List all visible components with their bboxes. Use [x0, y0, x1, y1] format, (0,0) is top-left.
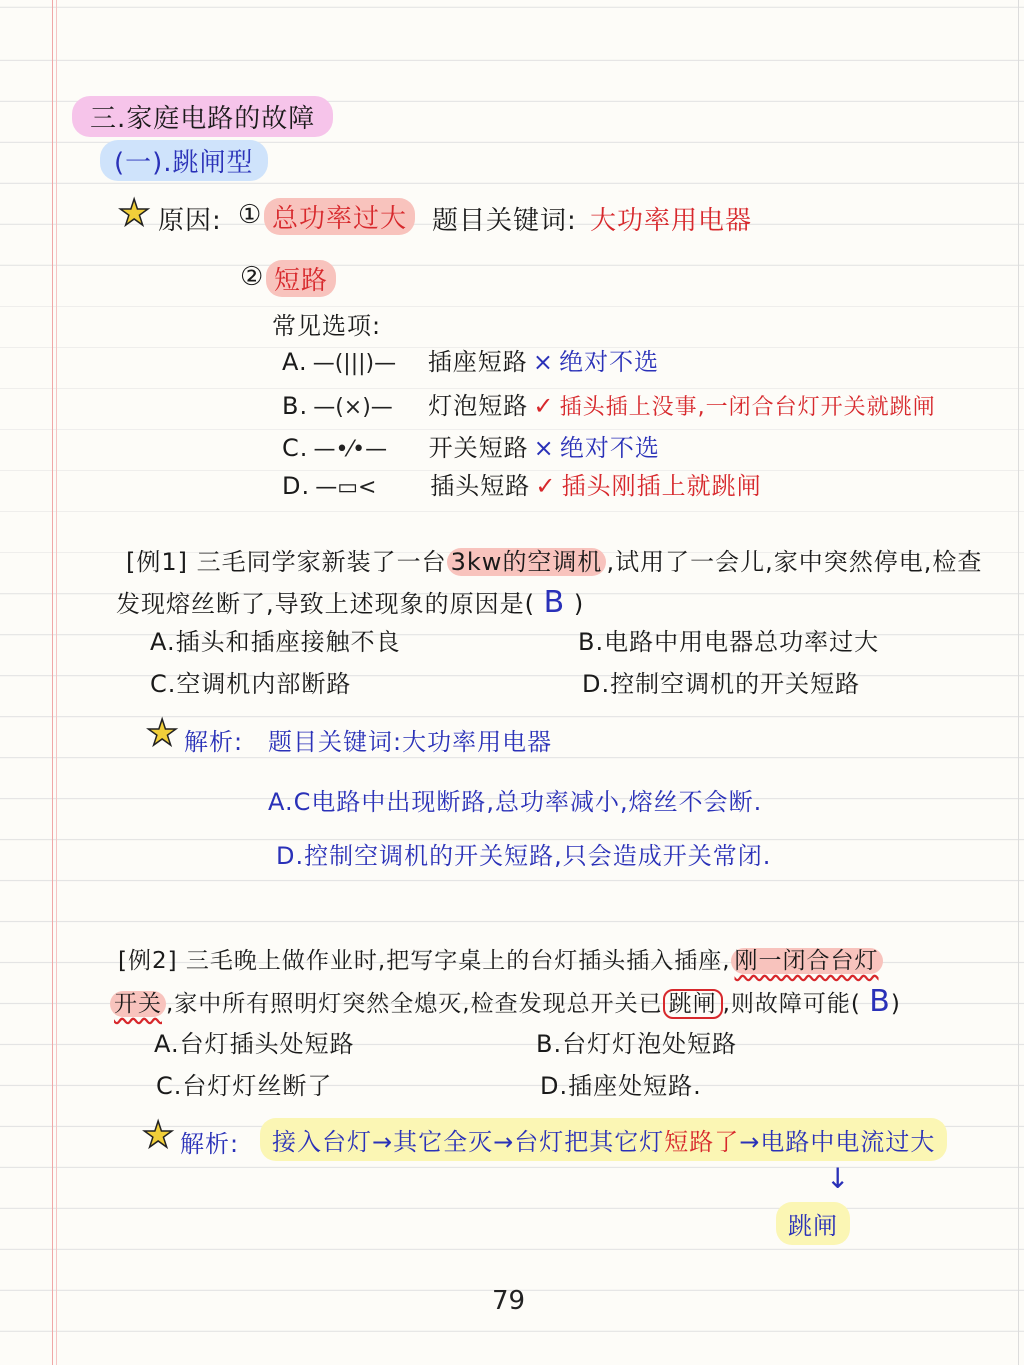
option-letter: B. [282, 392, 309, 420]
keyword-value: 大功率用电器 [590, 206, 753, 236]
option-note: 绝对不选 [559, 348, 660, 376]
option-letter: C. [282, 434, 309, 462]
star-icon: ★ [142, 1115, 175, 1156]
switch-symbol-icon: —•⁄•— [313, 437, 388, 462]
cause-row [118, 193, 151, 234]
analysis2-chain [260, 1118, 947, 1161]
choice-b: B.台灯灯泡处短路 [536, 1030, 738, 1058]
option-row-c [282, 428, 660, 463]
option-note: 插头刚插上就跳闸 [561, 472, 762, 500]
margin-line [52, 0, 53, 1365]
choice-d: D.插座处短路. [540, 1072, 702, 1100]
option-row-a [282, 342, 659, 377]
arrow-down-icon: ↓ [826, 1162, 850, 1195]
analysis1-label: 解析: [184, 728, 244, 756]
option-note: 绝对不选 [559, 434, 660, 462]
option-row-d [282, 466, 762, 501]
choice-b: B.电路中用电器总功率过大 [578, 628, 880, 656]
example2-highlight-b: 开关 [110, 991, 166, 1017]
choice-c: C.台灯灯丝断了 [156, 1072, 333, 1100]
option-row-b [282, 386, 936, 421]
option-note: 插头插上没事,一闭合台灯开关就跳闸 [559, 395, 936, 420]
example2-line2 [110, 984, 901, 1019]
choice-d: D.控制空调机的开关短路 [582, 670, 861, 698]
paren-close: ) [890, 991, 901, 1017]
analysis2-result: 跳闸 [776, 1202, 850, 1245]
option-letter: A. [282, 348, 308, 376]
analysis2-label: 解析: [180, 1130, 240, 1158]
analysis1-line1: 题目关键词:大功率用电器 [268, 728, 553, 756]
option-text: 插座短路 [427, 348, 528, 376]
example1-line2 [116, 584, 584, 620]
bulb-symbol-icon: —(×)— [313, 395, 393, 420]
example2-text-b: ,家中所有照明灯突然全熄灭,检查发现总开关已 [166, 991, 663, 1017]
keyword-label: 题目关键词: [432, 206, 577, 236]
example2-text-c: ,则故障可能( [722, 991, 861, 1017]
analysis1-line2: A.C电路中出现断路,总功率减小,熔丝不会断. [268, 788, 763, 816]
margin-line-inner [56, 0, 57, 1365]
answer: B [869, 984, 891, 1019]
trip-boxed: 跳闸 [663, 989, 723, 1019]
example-tag: [例1] [126, 548, 188, 576]
option-text: 灯泡短路 [428, 392, 529, 420]
section-title: 三.家庭电路的故障 [72, 96, 333, 137]
cross-mark: × [532, 348, 555, 376]
analysis1-star [146, 713, 179, 754]
analysis2-text-red: 短路了 [664, 1128, 740, 1156]
cause-item2: 短路 [266, 260, 336, 297]
example1-line1 [126, 542, 982, 577]
option-text: 开关短路 [428, 434, 529, 462]
analysis2-text-b: →电路中电流过大 [739, 1128, 936, 1156]
example2-text: 三毛晚上做作业时,把写字桌上的台灯插头插入插座, [185, 948, 731, 974]
cause-item1: 总功率过大 [264, 198, 415, 235]
answer: B [543, 585, 566, 620]
example1-question: 发现熔丝断了,导致上述现象的原因是( [116, 590, 535, 618]
analysis1-line3: D.控制空调机的开关短路,只会造成开关常闭. [276, 842, 772, 870]
paren-close: ) [573, 590, 585, 618]
star-icon: ★ [118, 193, 151, 234]
check-mark: ✓ [535, 472, 557, 500]
example1-text-b: ,试用了一会儿,家中突然停电,检查 [606, 548, 983, 576]
subsection-title: (一).跳闸型 [100, 140, 268, 181]
socket-symbol-icon: —(|||)— [312, 351, 397, 376]
option-text: 插头短路 [430, 472, 531, 500]
example-tag: [例2] [118, 948, 178, 974]
example1-highlight: 3kw的空调机 [447, 548, 607, 576]
example2-line1 [118, 942, 883, 975]
analysis2-star [142, 1115, 175, 1156]
choice-c: C.空调机内部断路 [150, 670, 352, 698]
choice-a: A.插头和插座接触不良 [150, 628, 401, 656]
cause-item1-num: ① [238, 200, 263, 230]
cross-mark: × [533, 434, 555, 462]
example1-text: 三毛同学家新装了一台 [196, 548, 447, 576]
example2-highlight: 刚一闭合台灯 [731, 948, 883, 974]
cause-item2-num: ② [240, 262, 265, 292]
cause-label: 原因: [158, 206, 222, 236]
choice-a: A.台灯插头处短路 [154, 1030, 355, 1058]
plug-symbol-icon: —▭< [315, 475, 377, 500]
option-letter: D. [282, 472, 311, 500]
common-options-label: 常见选项: [272, 312, 382, 340]
page-edge-line [1018, 0, 1019, 1365]
check-mark: ✓ [533, 392, 555, 420]
analysis2-text-a: 接入台灯→其它全灭→台灯把其它灯 [272, 1128, 665, 1156]
page-number: 79 [492, 1286, 526, 1316]
star-icon: ★ [146, 713, 179, 754]
